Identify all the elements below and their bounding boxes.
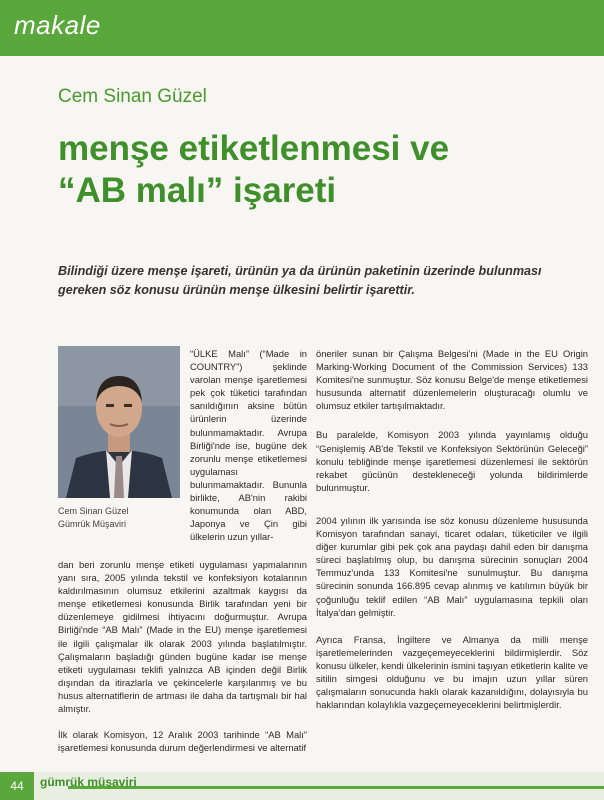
- caption-name: Cem Sinan Güzel: [58, 506, 129, 516]
- title-line-1: menşe etiketlenmesi ve: [58, 129, 450, 168]
- column-1-wide: [58, 558, 307, 725]
- paragraph: Ayrıca Fransa, İngiltere ve Almanya da milli menşe işaretlemelerinden vazgeçemeyeceklerini bildirmişlerdir. Söz konusu ülkeler, kendi ülkelerinin ismini taşıyan etiketlerin kalite ve sitilin simgesi olduğunu ve bu imajın uzun yıllar süren çalışmaların sonucunda haklı olarak kazanıldığını, dolayısıyla bu haklarından kolaylıkla vazgeçemeyeceklerini belirtmişlerdir.: [316, 633, 588, 711]
- lead-paragraph: Bilindiği üzere menşe işareti, ürünün ya da ürünün paketinin üzerinde bulunması gereken söz konusu ürünün menşe ülkesini belirtir işarettir.: [58, 264, 542, 297]
- section-title: makale: [14, 10, 101, 40]
- footer-rule: [68, 786, 604, 789]
- column-1-bottom: [58, 728, 307, 764]
- article-title: [58, 128, 449, 212]
- column-2: [316, 347, 588, 721]
- paragraph: “ÜLKE Malı” (“Made in COUNTRY”) şeklinde varolan menşe işaretlemesi pek çok tüketici tarafından sanıldığının aksine bütün ürünlerin üzerinde bulunmamaktadır. Avrupa Birliği'nde ise, bugüne dek zorunlu menşe etiketlemesi uygulaması bulunmamaktadır. Bununla birlikte, AB'nin rakibi konumunda olan ABD, Japonya ve Çin gibi ülkelerin uzun yıllar-: [190, 348, 307, 543]
- magazine-name: gümrük müşaviri: [40, 775, 137, 789]
- paragraph: Bu paralelde, Komisyon 2003 yılında yayınlamış olduğu “Genişlemiş AB'de Tekstil ve Konfeksiyon Sektörünün Geleceği” konulu tebliğinde menşe işaretlemesi düzenlemesi ile sektörün rekabet gücünün destekleneceği yolunda bildirimlerde bulunmuştur.: [316, 429, 588, 493]
- caption-role: Gümrük Müşaviri: [58, 519, 127, 529]
- paragraph: öneriler sunan bir Çalışma Belgesi'ni (Made in the EU Origin Marking-Working Document of the Commission Services) 133 Komitesi'ne sunmuştur. Söz konusu Belge'de menşe etiketlemesi hususunda alternatif düzenlemelerin oluşturacağı olumlu ve olumsuz etkiler tartışılmaktadır.: [316, 348, 588, 412]
- paragraph: İlk olarak Komisyon, 12 Aralık 2003 tarihinde “AB Malı” işaretlemesi konusunda durum değerlendirmesi ve alternatif: [58, 729, 307, 754]
- column-1-top: [190, 347, 307, 553]
- portrait-image: [58, 346, 180, 498]
- paragraph: dan beri zorunlu menşe etiketi uygulaması yapmalarının yanı sıra, 2005 yılında tekstil ve konfeksiyon kotalarının kaldırılmasının olumsuz etkilerini azaltmak kaygısı da menşe etiketlemesi konusunda Birlik tarafından yeni bir düzenlemeye gidilmesi ihtiyacını doğurmuştur. Avrupa Birliği'nde “AB Malı” (Made in the EU) menşe işaretlemesi ile ilgili çalışmalar ilk olarak 2003 yılında başlatılmıştır. Çalışmaların başladığı günden bugüne kadar ise menşe etiketi uygulaması teklifi yalnızca AB içinden değil Birlik dışından da itirazlarla ve çekincelerle karşılanmış ve bu husus alternatiflerin de artması ile daha da tartışmalı bir hal almıştır.: [58, 559, 307, 715]
- photo-caption: [58, 505, 129, 531]
- page-number: 44: [0, 772, 34, 800]
- author-name: Cem Sinan Güzel: [58, 86, 207, 107]
- title-line-2: “AB malı” işareti: [58, 171, 337, 210]
- author-photo: [58, 346, 180, 498]
- paragraph: 2004 yılının ilk yarısında ise söz konusu düzenleme hususunda Komisyon tarafından sanayi, ticaret odaları, tüketiciler ve ilgili diğer kurumlar gibi pek çok ana paydaşı dahil eden bir danışma süreci başlatılmış olup, bu danışma sürecinin sonuçları 2004 Temmuz'unda 133 Komitesi'ne sunulmuştur. Bu danışma sürecinin sonunda 166.895 cevap alınmış ve katılımın büyük bir çoğunluğu teklif edilen “AB Malı” uygulamasına tepkili olan İtalya'dan gelmiştir.: [316, 514, 588, 618]
